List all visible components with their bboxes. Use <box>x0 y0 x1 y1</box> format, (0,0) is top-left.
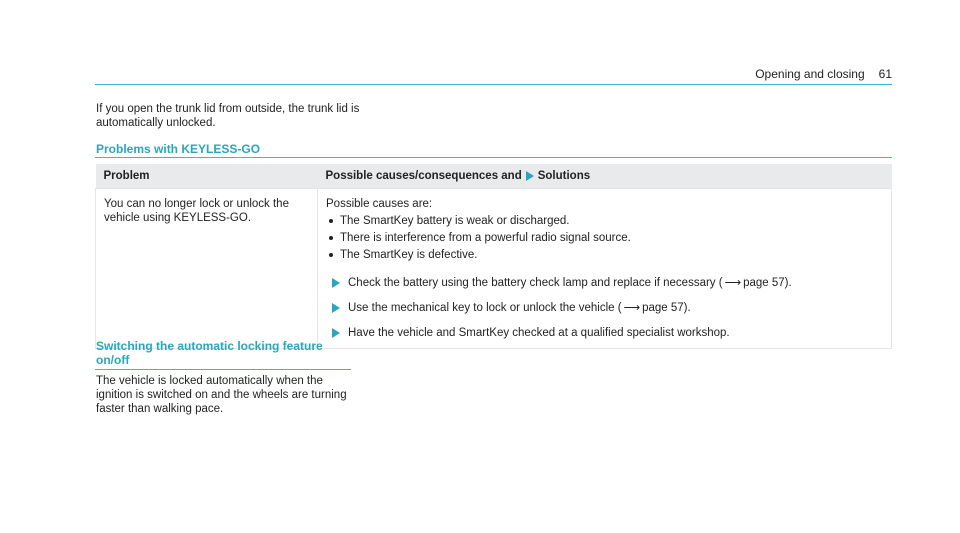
table-header-row <box>96 164 892 189</box>
autolock-divider <box>95 369 351 370</box>
table-row <box>96 189 892 349</box>
problem-cell: You can no longer lock or unlock the vehicle using KEYLESS-GO. <box>96 189 318 349</box>
autolock-paragraph: The vehicle is locked automatically when the ignition is switched on and the wheels are turning faster than walking pace. <box>96 375 347 415</box>
list-item: There is interference from a powerful radio signal source. <box>326 231 883 245</box>
list-item: The SmartKey is defective. <box>326 248 883 262</box>
col-header-causes-prefix: Possible causes/consequences and <box>325 170 522 182</box>
action-2-text: Use the mechanical key to lock or unlock the vehicle ( <box>348 302 622 314</box>
page-reference-link[interactable]: page 57). <box>743 277 792 289</box>
autolock-heading: Switching the automatic locking feature on/off <box>96 339 323 367</box>
action-arrow-icon <box>332 328 340 338</box>
list-item: The SmartKey battery is weak or discharged. <box>326 214 883 228</box>
causes-list <box>326 214 883 262</box>
action-arrow-icon <box>332 278 340 288</box>
cross-reference-arrow-icon: ⟶ <box>724 277 742 289</box>
problems-table <box>95 164 892 349</box>
col-header-causes <box>318 164 892 189</box>
header-divider <box>95 84 892 85</box>
problems-heading: Problems with KEYLESS-GO <box>96 142 261 156</box>
causes-intro: Possible causes are: <box>326 198 433 210</box>
page-number: 61 <box>878 67 892 81</box>
action-1-text: Check the battery using the battery check lamp and replace if necessary ( <box>348 277 723 289</box>
col-header-causes-suffix: Solutions <box>537 170 591 182</box>
action-3-text: Have the vehicle and SmartKey checked at a qualified specialist workshop. <box>348 327 730 339</box>
causes-cell <box>318 189 892 349</box>
section-name: Opening and closing <box>755 67 865 81</box>
running-header <box>755 67 892 81</box>
action-step-2 <box>326 301 883 315</box>
col-header-problem: Problem <box>96 164 318 189</box>
play-arrow-icon <box>526 171 534 181</box>
action-step-1 <box>326 276 883 290</box>
action-step-3 <box>326 326 883 340</box>
page-reference-link[interactable]: page 57). <box>642 302 691 314</box>
cross-reference-arrow-icon: ⟶ <box>623 302 641 314</box>
intro-paragraph: If you open the trunk lid from outside, the trunk lid is automatically unlocked. <box>96 103 360 129</box>
action-arrow-icon <box>332 303 340 313</box>
problems-divider <box>95 157 892 158</box>
